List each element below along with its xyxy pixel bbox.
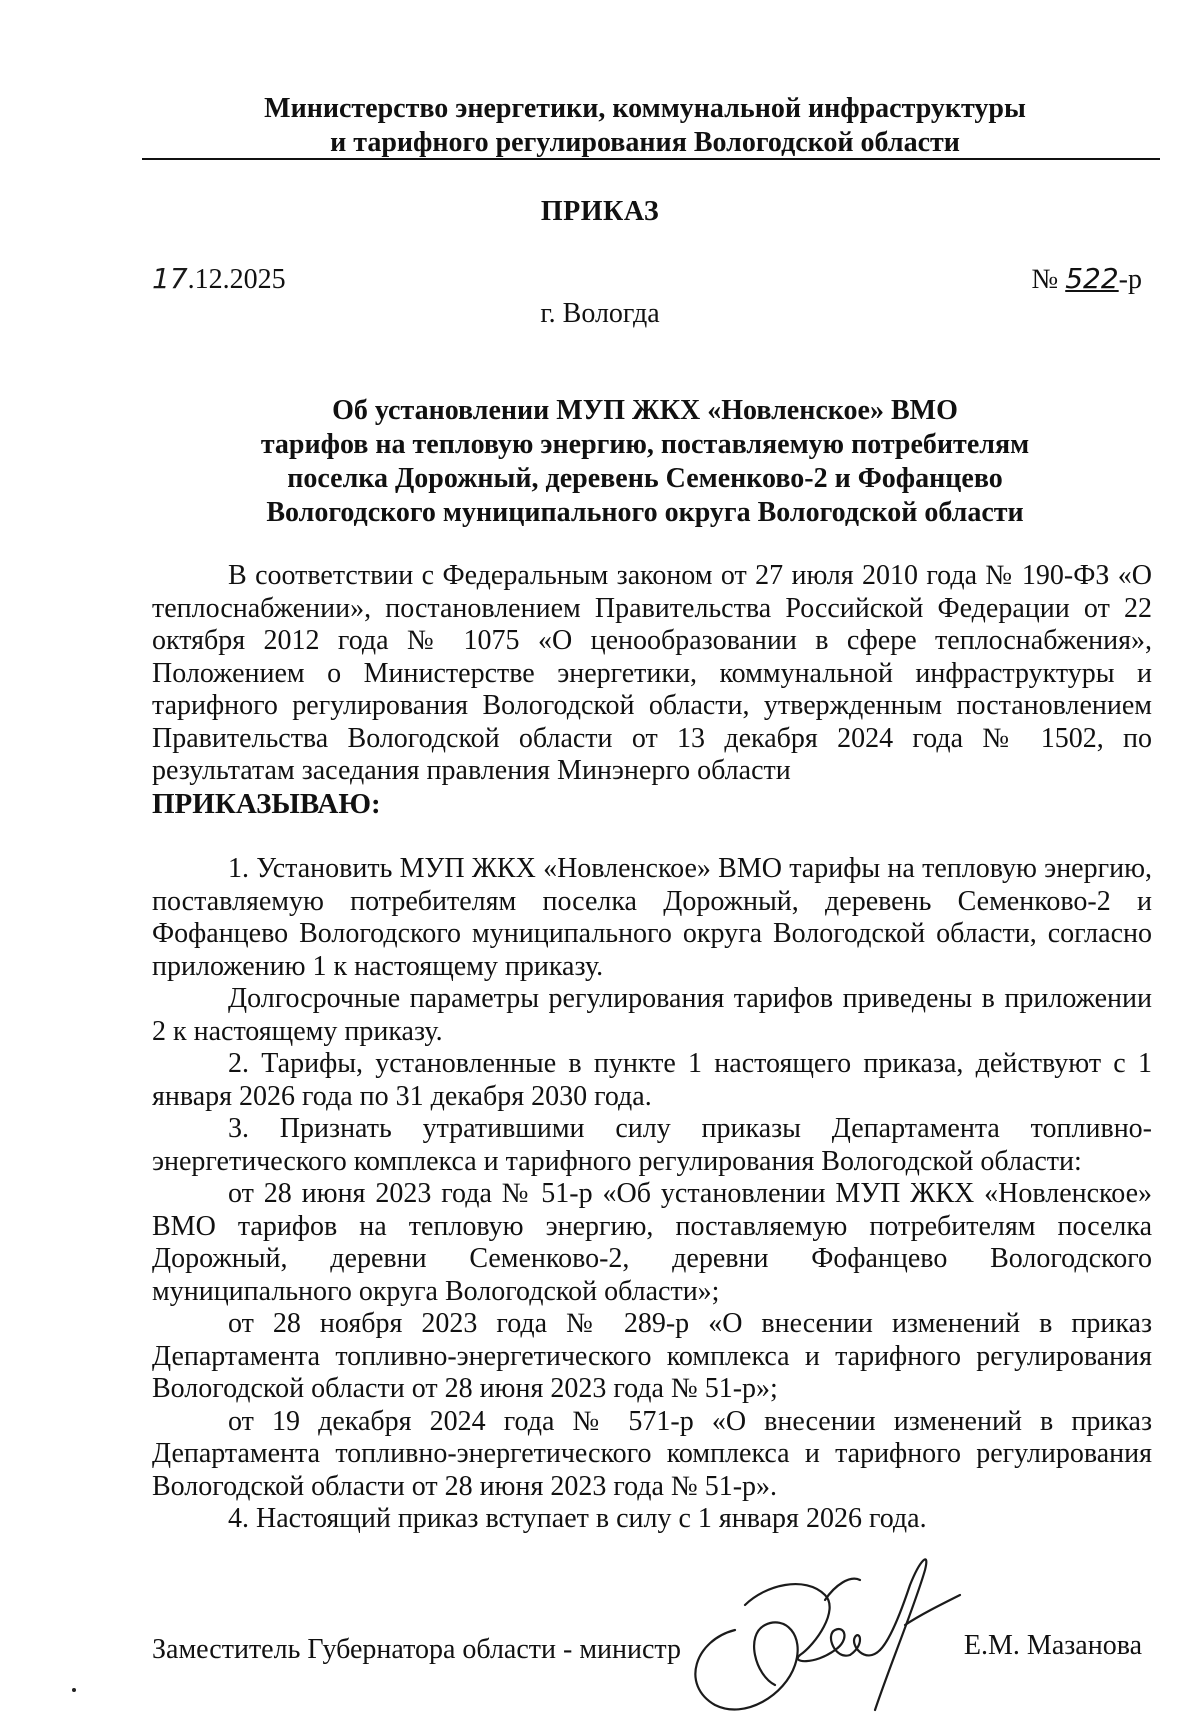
document-number [1032,262,1143,296]
spacer [152,820,1152,853]
handwritten-signature [675,1545,975,1715]
item-2: 2. Тарифы, установленные в пункте 1 настоящего приказа, действуют с 1 января 2026 года по 31 декабря 2030 года. [152,1048,1152,1112]
document-body [152,560,1152,1536]
subject-line-1: Об установлении МУП ЖКХ «Новленское» ВМО [332,395,958,426]
date-printed: .12.2025 [187,264,286,295]
item-4: 4. Настоящий приказ вступает в силу с 1 января 2026 года. [228,1503,927,1534]
subject-line-4: Вологодского муниципального округа Вологодской области [266,497,1024,528]
item-1-extra: Долгосрочные параметры регулирования тарифов приведены в приложении 2 к настоящему приказу. [152,983,1152,1047]
subject-line-3: поселка Дорожный, деревень Семенково-2 и Фофанцево [287,463,1003,494]
document-type: ПРИКАЗ [540,196,660,227]
date-handwritten: 17 [152,262,188,295]
number-prefix: № [1031,264,1059,295]
ministry-line-2: и тарифного регулирования Вологодской области [330,127,960,158]
signer-position: Заместитель Губернатора области - министр [152,1634,681,1665]
order-word: ПРИКАЗЫВАЮ: [152,787,381,820]
ministry-line-1: Министерство энергетики, коммунальной инфраструктуры [264,93,1026,124]
subject-line-2: тарифов на тепловую энергию, поставляемую потребителям [260,429,1030,460]
document-city: г. Вологда [540,298,660,329]
ministry-header [140,92,1150,160]
header-rule [142,158,1160,160]
number-suffix: -р [1118,264,1142,295]
number-handwritten: 522 [1065,262,1119,295]
item-3-c: от 19 декабря 2024 года № 571-р «О внесении изменений в приказ Департамента топливно-энергетического комплекса и тарифного регулирования Вологодской области от 28 июня 2023 года № 51-р». [152,1405,1152,1502]
document-date [152,262,286,296]
scan-dot [72,1688,76,1692]
item-3-a: от 28 июня 2023 года № 51-р «Об установлении МУП ЖКХ «Новленское» ВМО тарифов на тепловую энергию, поставляемую потребителям поселка Дорожный, деревни Семенково-2, деревни Фофанцево Вологодского муниципального округа Вологодской области»; [152,1178,1152,1307]
subject-heading [140,394,1150,530]
item-1: 1. Установить МУП ЖКХ «Новленское» ВМО тарифы на тепловую энергию, поставляемую потребителям поселка Дорожный, деревень Семенково-2 и Фофанцево Вологодского муниципального округа Вологодской области, согласно приложению 1 к настоящему приказу. [152,853,1152,982]
item-3-b: от 28 ноября 2023 года № 289-р «О внесении изменений в приказ Департамента топливно-энергетического комплекса и тарифного регулирования Вологодской области от 28 июня 2023 года № 51-р»; [152,1308,1152,1404]
signer-name: Е.М. Мазанова [963,1630,1142,1661]
item-3: 3. Признать утратившими силу приказы Департамента топливно-энергетического комплекса и тарифного регулирования Вологодской области: [152,1113,1152,1177]
preamble-paragraph: В соответствии с Федеральным законом от 27 июля 2010 года № 190-ФЗ «О теплоснабжении», постановлением Правительства Российской Федерации от 22 октября 2012 года № 1075 «О ценообразовании в сфере теплоснабжения», Положением о Министерстве энергетики, коммунальной инфраструктуры и тарифного регулирования Вологодской области, утвержденным постановлением Правительства Вологодской области от 13 декабря 2024 года № 1502, по результатам заседания правления Минэнерго области [152,560,1152,786]
